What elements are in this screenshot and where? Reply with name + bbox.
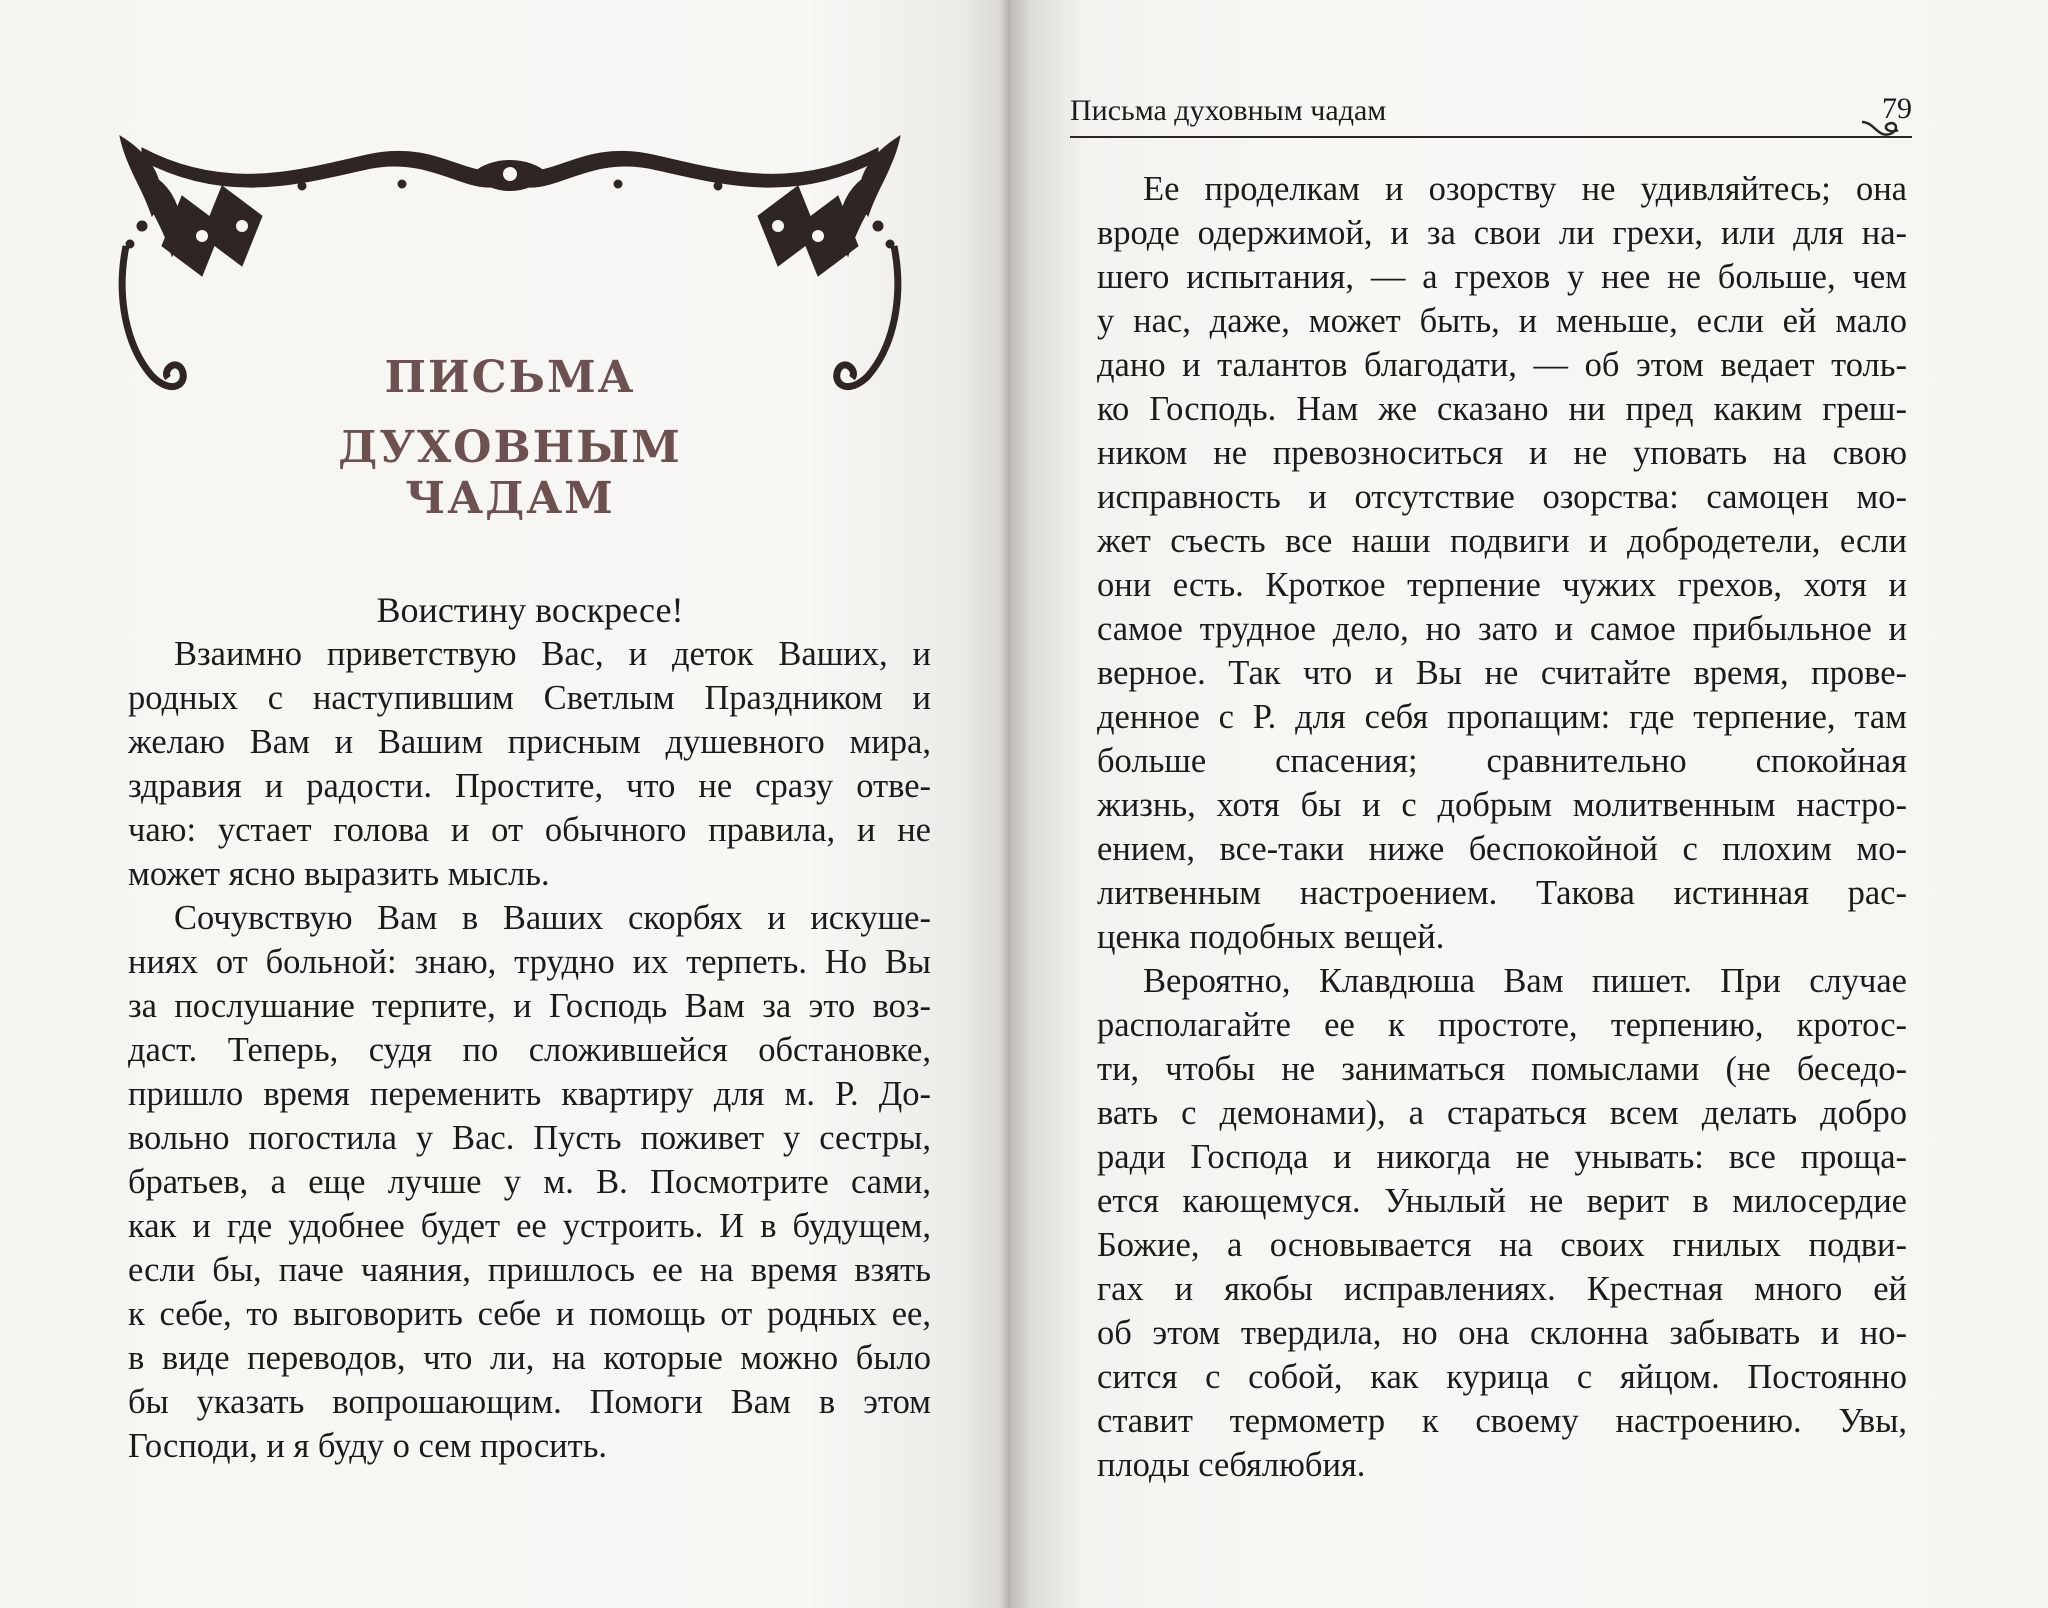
text-line: гах и якобы исправлениях. Крестная много ей: [1097, 1270, 1907, 1308]
text-line: родных с наступившим Светлым Праздником и: [128, 679, 931, 717]
text-line: располагайте ее к простоте, терпению, кротос-: [1097, 1006, 1907, 1044]
text-line: Господи, и я буду о сем просить.: [128, 1427, 608, 1465]
page-number: 79: [1882, 92, 1912, 125]
text-line: шего испытания, — а грехов у нее не больше, чем: [1097, 258, 1907, 296]
text-line: даст. Теперь, судя по сложившейся обстановке,: [128, 1031, 931, 1069]
text-line: в виде переводов, что ли, на которые можно было: [128, 1339, 931, 1377]
text-line: если бы, паче чаяния, пришлось ее на время взять: [128, 1251, 931, 1289]
text-line: больше спасения; сравнительно спокойная: [1097, 742, 1907, 780]
text-line: ником не превозноситься и не уповать на свою: [1097, 434, 1907, 472]
chapter-title-line-2: ДУХОВНЫМ ЧАДАМ: [338, 422, 682, 524]
text-line: жет съесть все наши подвиги и добродетели, если: [1097, 522, 1907, 560]
running-header: [1070, 94, 1912, 138]
text-line: может ясно выразить мысль.: [128, 855, 550, 893]
left-page-body: [128, 632, 931, 1468]
text-line: как и где удобнее будет ее устроить. И в будущем,: [128, 1207, 931, 1245]
chapter-title-line-1: ПИСЬМА: [384, 352, 636, 403]
left-page: [0, 0, 1010, 1608]
text-line: сится с собой, как курица с яйцом. Постоянно: [1097, 1358, 1907, 1396]
text-line: Взаимно приветствую Вас, и деток Ваших, и: [174, 635, 931, 673]
text-line: здравия и радости. Простите, что не сразу отве-: [128, 767, 931, 805]
text-line: ценка подобных вещей.: [1097, 918, 1445, 956]
text-line: Ее проделкам и озорству не удивляйтесь; она: [1143, 170, 1907, 208]
text-line: вать с демонами), а стараться всем делать добро: [1097, 1094, 1907, 1132]
text-line: ради Господа и никогда не унывать: все проща-: [1097, 1138, 1907, 1176]
text-line: денное с Р. для себя пропащим: где терпение, там: [1097, 698, 1907, 736]
right-page-body: [1097, 167, 1907, 1487]
text-line: верное. Так что и Вы не считайте время, прове-: [1097, 654, 1907, 692]
text-line: Божие, а основывается на своих гнилых подви-: [1097, 1226, 1907, 1264]
header-curl-ornament-icon: [1860, 118, 1910, 142]
text-line: у нас, даже, может быть, и меньше, если ей мало: [1097, 302, 1907, 340]
text-line: вроде одержимой, и за свои ли грехи, или для на-: [1097, 214, 1907, 252]
text-line: чаю: устает голова и от обычного правила, и не: [128, 811, 931, 849]
text-line: жизнь, хотя бы и с добрым молитвенным настро-: [1097, 786, 1907, 824]
letter-greeting: Воистину воскресе!: [376, 590, 684, 630]
text-line: об этом твердила, но она склонна забывать и но-: [1097, 1314, 1907, 1352]
text-line: братьев, а еще лучше у м. В. Посмотрите сами,: [128, 1163, 931, 1201]
text-line: исправность и отсутствие озорства: самоцен мо-: [1097, 478, 1907, 516]
text-line: к себе, то выговорить себе и помощь от родных ее,: [128, 1295, 931, 1333]
text-line: ти, чтобы не заниматься помыслами (не беседо-: [1097, 1050, 1907, 1088]
text-line: ко Господь. Нам же сказано ни пред каким греш-: [1097, 390, 1907, 428]
text-line: литвенным настроением. Такова истинная рас-: [1097, 874, 1907, 912]
text-line: дано и талантов благодати, — об этом ведает толь-: [1097, 346, 1907, 384]
text-line: пришло время переменить квартиру для м. Р. До-: [128, 1075, 931, 1113]
running-title: Письма духовным чадам: [1070, 94, 1387, 127]
text-line: ставит термометр к своему настроению. Увы,: [1097, 1402, 1907, 1440]
text-line: ением, все-таки ниже беспокойной с плохим мо-: [1097, 830, 1907, 868]
text-line: Сочувствую Вам в Ваших скорбях и искуше-: [174, 899, 931, 937]
text-line: ется кающемуся. Унылый не верит в милосердие: [1097, 1182, 1907, 1220]
text-line: желаю Вам и Вашим присным душевного мира,: [128, 723, 931, 761]
text-line: ниях от больной: знаю, трудно их терпеть. Но Вы: [128, 943, 931, 981]
text-line: Вероятно, Клавдюша Вам пишет. При случае: [1143, 962, 1907, 1000]
text-line: за послушание терпите, и Господь Вам за это воз-: [128, 987, 931, 1025]
text-line: вольно погостила у Вас. Пусть поживет у сестры,: [128, 1119, 931, 1157]
text-line: бы указать вопрошающим. Помоги Вам в этом: [128, 1383, 931, 1421]
text-line: самое трудное дело, но зато и самое прибыльное и: [1097, 610, 1907, 648]
text-line: плоды себялюбия.: [1097, 1446, 1366, 1484]
text-line: они есть. Кроткое терпение чужих грехов, хотя и: [1097, 566, 1907, 604]
